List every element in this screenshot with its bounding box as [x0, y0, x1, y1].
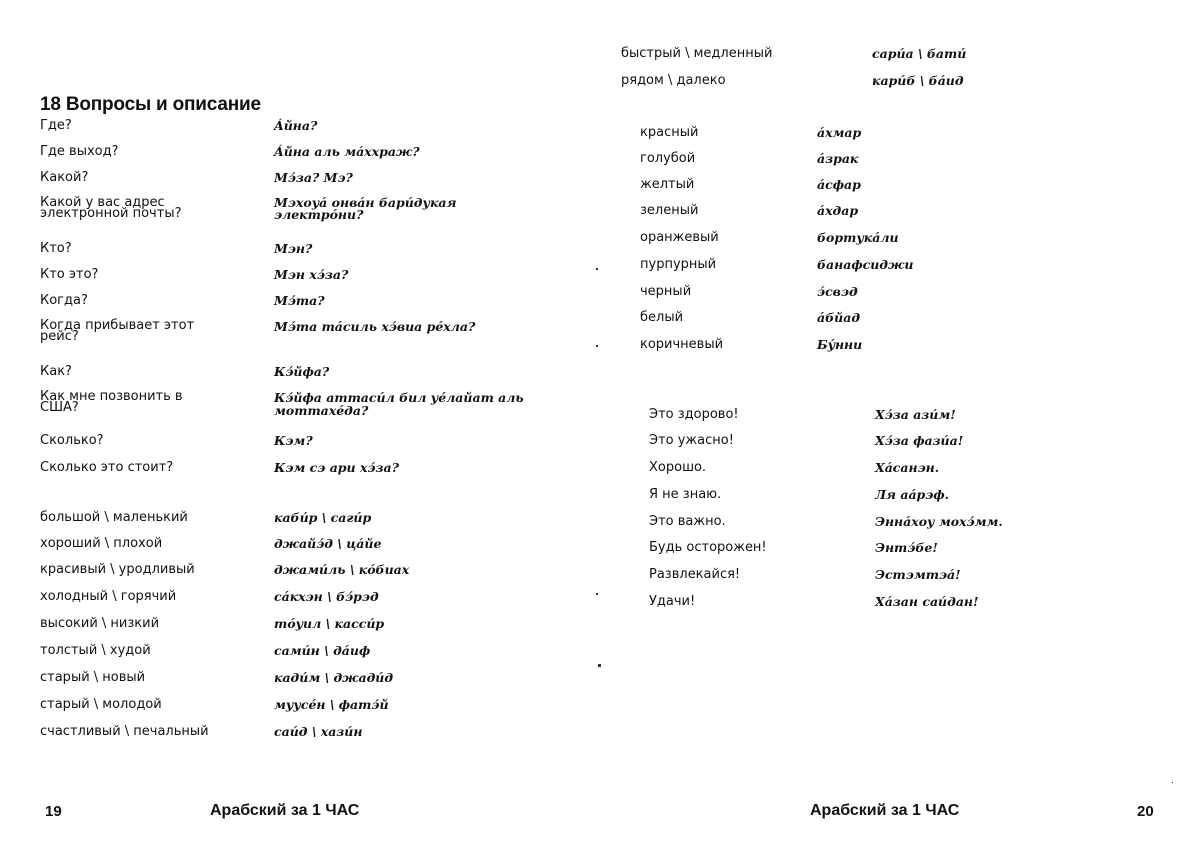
russian-phrase: высокий \ низкий: [40, 616, 160, 631]
russian-phrase: Хорошо.: [649, 460, 707, 475]
adjective-row: [40, 511, 560, 533]
transliteration: Эстэмтэá!: [875, 567, 961, 582]
russian-phrase: толстый \ худой: [40, 643, 151, 658]
transliteration: Мэхоуá онвáн барúдукая электрóни?: [274, 195, 457, 222]
russian-phrase: Это важно.: [649, 514, 726, 529]
russian-phrase: Развлекайся!: [649, 567, 741, 582]
adjective-row: [40, 617, 560, 639]
transliteration: э́свэд: [817, 284, 858, 299]
color-row: [640, 285, 1160, 307]
adjective-row: [40, 590, 560, 612]
question-row: [40, 242, 560, 264]
russian-phrase: Будь осторожен!: [649, 540, 767, 555]
expression-row: [649, 408, 1169, 430]
russian-phrase: Как мне позвонить в США?: [40, 389, 183, 415]
transliteration: áзрак: [817, 151, 859, 166]
transliteration: тóуил \ кассúр: [274, 616, 385, 631]
question-row: [40, 171, 560, 193]
russian-phrase: Какой у вас адрес электронной почты?: [40, 195, 182, 221]
expression-row: [649, 515, 1169, 537]
transliteration: Кэ́йфа аттасúл бил уéлайат аль моттахéда?: [274, 390, 524, 418]
transliteration: джайэ́д \ цáйе: [274, 536, 382, 551]
transliteration: Хáзан саúдан!: [875, 594, 979, 609]
russian-phrase: красивый \ уродливый: [40, 562, 195, 577]
question-row: [40, 119, 560, 141]
transliteration: кадúм \ джадúд: [274, 670, 394, 685]
russian-phrase: Сколько это стоит?: [40, 460, 174, 475]
russian-phrase: хороший \ плохой: [40, 536, 163, 551]
question-row: [40, 320, 560, 350]
question-row: [40, 365, 560, 387]
transliteration: саúд \ хазúн: [274, 724, 363, 739]
russian-phrase: Удачи!: [649, 594, 696, 609]
color-row: [640, 311, 1160, 333]
transliteration: Кэм?: [274, 433, 313, 448]
transliteration: Хэ́за азúм!: [875, 407, 956, 422]
russian-phrase: Когда прибывает этот рейс?: [40, 318, 195, 344]
russian-phrase: Кто это?: [40, 267, 99, 282]
adjective-row: [621, 74, 1181, 96]
russian-phrase: коричневый: [640, 337, 724, 352]
transliteration: Хáсанэн.: [875, 460, 940, 475]
transliteration: Хэ́за фазúа!: [875, 433, 964, 448]
transliteration: Кэм сэ ари хэ́за?: [274, 460, 399, 475]
russian-phrase: Как?: [40, 364, 72, 379]
color-row: [640, 152, 1160, 174]
page-number: 20: [1137, 803, 1154, 820]
transliteration: Мэн?: [274, 241, 313, 256]
russian-phrase: красный: [640, 125, 699, 140]
adjective-row: [40, 698, 560, 720]
russian-phrase: Сколько?: [40, 433, 104, 448]
adjective-row: [40, 725, 560, 747]
transliteration: áхдар: [817, 203, 859, 218]
russian-phrase: Где?: [40, 118, 72, 133]
transliteration: самúн \ дáиф: [274, 643, 371, 658]
russian-phrase: Кто?: [40, 241, 72, 256]
transliteration: Мэн хэ́за?: [274, 267, 349, 282]
expression-row: [649, 568, 1169, 590]
russian-phrase: Это ужасно!: [649, 433, 734, 448]
expression-row: [649, 434, 1169, 456]
transliteration: Мэ́та тáсиль хэ́виа рéхла?: [274, 319, 476, 334]
adjective-row: [40, 671, 560, 693]
color-row: [640, 178, 1160, 200]
russian-phrase: голубой: [640, 151, 696, 166]
color-row: [640, 231, 1160, 253]
transliteration: Эннáхоу мохэ́мм.: [875, 514, 1003, 529]
transliteration: муусéн \ фатэ́й: [274, 697, 389, 712]
transliteration: Кэ́йфа?: [274, 364, 330, 379]
russian-phrase: черный: [640, 284, 692, 299]
russian-phrase: белый: [640, 310, 684, 325]
transliteration: Мэ́за? Мэ?: [274, 170, 353, 185]
transliteration: бортукáли: [817, 230, 899, 245]
russian-phrase: быстрый \ медленный: [621, 46, 773, 61]
color-row: [640, 126, 1160, 148]
scan-speck: [1172, 782, 1173, 783]
russian-phrase: Какой?: [40, 170, 89, 185]
transliteration: банафсиджи: [817, 257, 914, 272]
scan-speck: [596, 593, 598, 595]
expression-row: [649, 595, 1169, 617]
transliteration: кабúр \ сагúр: [274, 510, 372, 525]
scan-speck: [596, 268, 598, 270]
question-row: [40, 145, 560, 167]
russian-phrase: Когда?: [40, 293, 88, 308]
adjective-row: [621, 47, 1181, 69]
russian-phrase: счастливый \ печальный: [40, 724, 209, 739]
russian-phrase: старый \ новый: [40, 670, 146, 685]
russian-phrase: оранжевый: [640, 230, 719, 245]
question-row: [40, 391, 560, 421]
color-row: [640, 204, 1160, 226]
question-row: [40, 294, 560, 316]
transliteration: джамúль \ кóбиах: [274, 562, 410, 577]
transliteration: Бýнни: [817, 337, 863, 352]
transliteration: áхмар: [817, 125, 862, 140]
color-row: [640, 258, 1160, 280]
expression-row: [649, 488, 1169, 510]
question-row: [40, 268, 560, 290]
question-row: [40, 197, 560, 227]
transliteration: Áйна?: [274, 118, 318, 133]
transliteration: Ля аáрэф.: [875, 487, 949, 502]
section-title: 18 Вопросы и описание: [40, 94, 261, 115]
russian-phrase: зеленый: [640, 203, 699, 218]
scan-speck: [596, 345, 598, 347]
transliteration: Áйна аль мáххраж?: [274, 144, 420, 159]
book-title: Арабский за 1 ЧАС: [210, 802, 360, 819]
right-page: [600, 0, 1200, 864]
russian-phrase: Где выход?: [40, 144, 119, 159]
transliteration: Энтэ́бе!: [875, 540, 938, 555]
expression-row: [649, 541, 1169, 563]
transliteration: карúб \ бáид: [872, 73, 964, 88]
adjective-row: [40, 537, 560, 559]
question-row: [40, 461, 560, 483]
adjective-row: [40, 563, 560, 585]
russian-phrase: Это здорово!: [649, 407, 739, 422]
russian-phrase: большой \ маленький: [40, 510, 188, 525]
transliteration: сарúа \ батú: [872, 46, 967, 61]
question-row: [40, 434, 560, 456]
page-number: 19: [45, 803, 62, 820]
adjective-row: [40, 644, 560, 666]
russian-phrase: Я не знаю.: [649, 487, 722, 502]
russian-phrase: рядом \ далеко: [621, 73, 726, 88]
russian-phrase: старый \ молодой: [40, 697, 162, 712]
expression-row: [649, 461, 1169, 483]
transliteration: áбйад: [817, 310, 861, 325]
russian-phrase: холодный \ горячий: [40, 589, 177, 604]
book-title: Арабский за 1 ЧАС: [810, 802, 960, 819]
transliteration: Мэ́та?: [274, 293, 325, 308]
transliteration: сáкхэн \ бэ́рэд: [274, 589, 379, 604]
transliteration: áсфар: [817, 177, 861, 192]
russian-phrase: желтый: [640, 177, 695, 192]
russian-phrase: пурпурный: [640, 257, 717, 272]
color-row: [640, 338, 1160, 360]
